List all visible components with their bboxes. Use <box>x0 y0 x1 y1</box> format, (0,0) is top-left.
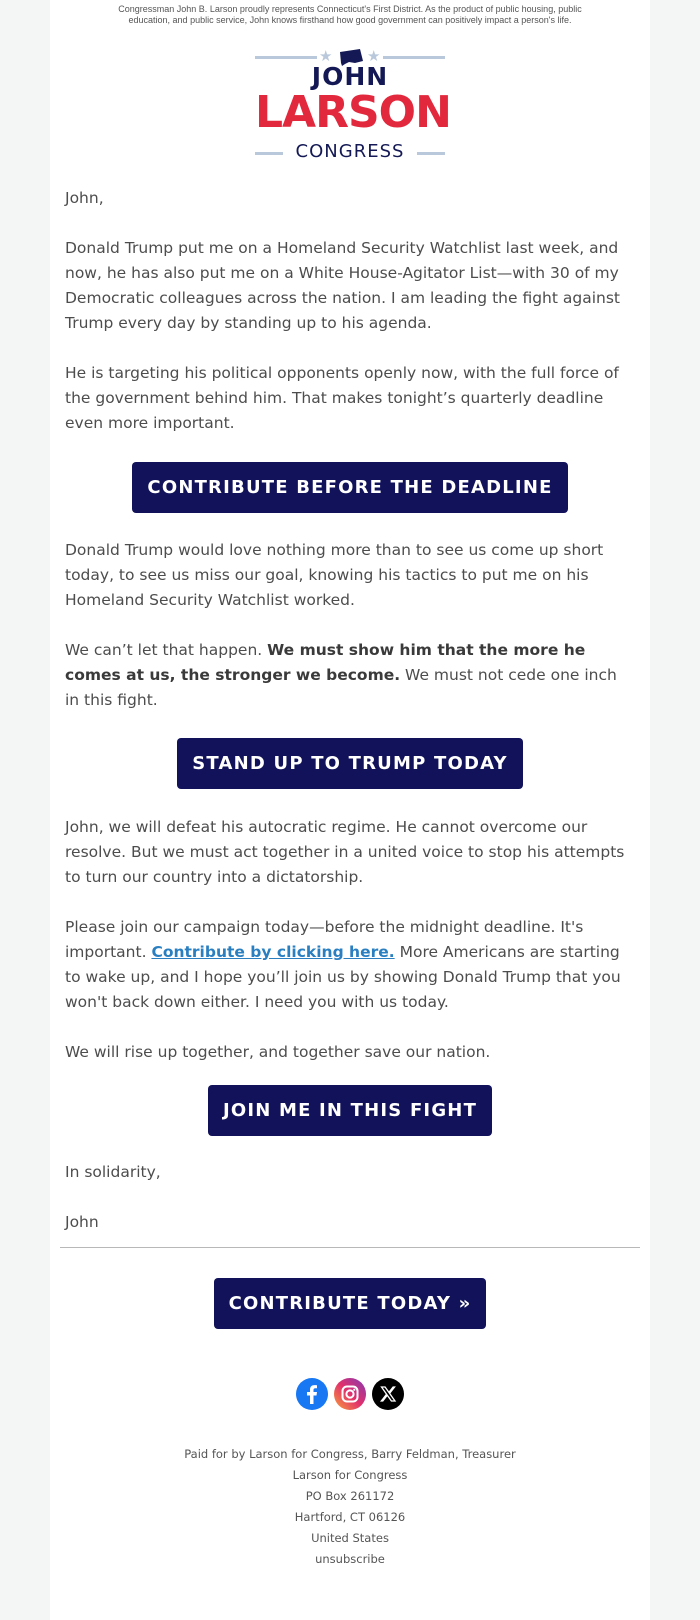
paragraph: Donald Trump would love nothing more than to see us come up short today, to see us miss our goal, knowing his tactics to put me on his Homeland Security Watchlist worked. <box>65 541 604 609</box>
paragraph-text: We can’t let that happen. <box>65 641 268 659</box>
social-links <box>50 1378 650 1410</box>
paragraph: He is targeting his political opponents openly now, with the full force of the government behind him. That makes tonight’s quarterly deadline even more important. <box>65 364 619 432</box>
email-container <box>50 0 650 1620</box>
paragraph-text: We must not cede one inch in this fight. <box>65 666 617 709</box>
paragraph-text: More Americans are starting to wake up, and I hope you’ll join us by showing Donald Trump that you won't back down either. I need you with us today. <box>65 943 621 1011</box>
logo-congress: CONGRESS <box>295 141 405 162</box>
star-icon: ★ <box>319 48 333 65</box>
join-fight-button[interactable]: JOIN ME IN THIS FIGHT <box>208 1085 492 1136</box>
footer-org: Larson for Congress <box>292 1468 408 1482</box>
x-icon[interactable] <box>372 1378 404 1410</box>
footer-paid-for: Paid for by Larson for Congress, Barry Feldman, Treasurer <box>184 1447 516 1461</box>
stand-up-button[interactable]: STAND UP TO TRUMP TODAY <box>177 738 522 789</box>
email-body <box>50 186 650 1235</box>
instagram-icon[interactable] <box>334 1378 366 1410</box>
signature: John <box>65 1213 99 1231</box>
facebook-icon[interactable] <box>296 1378 328 1410</box>
logo-rule-bottom-left <box>255 152 283 155</box>
footer-city: Hartford, CT 06126 <box>294 1510 406 1524</box>
logo-rule-right <box>383 56 445 59</box>
footer-po-box: PO Box 261172 <box>305 1489 395 1503</box>
logo-last-name: LARSON <box>255 87 451 138</box>
campaign-logo <box>255 48 451 164</box>
footer-country: United States <box>311 1531 389 1545</box>
closing: In solidarity, <box>65 1163 161 1181</box>
paragraph: We will rise up together, and together save our nation. <box>65 1043 491 1061</box>
star-icon: ★ <box>367 48 381 65</box>
logo-rule-bottom-right <box>417 152 445 155</box>
contribute-link[interactable]: Contribute by clicking here. <box>151 943 395 961</box>
paragraph: Donald Trump put me on a Homeland Security Watchlist last week, and now, he has also put me on a White House-Agitator List—with 30 of my Democratic colleagues across the nation. I am leading the fight against Trump every day by standing up to his agenda. <box>65 239 620 332</box>
unsubscribe-link[interactable]: unsubscribe <box>315 1552 385 1566</box>
paragraph <box>65 915 635 1015</box>
contribute-deadline-button[interactable]: CONTRIBUTE BEFORE THE DEADLINE <box>132 462 567 513</box>
greeting: John, <box>65 189 104 207</box>
preheader-text: Congressman John B. Larson proudly represents Connecticut's First District. As the product of public housing, public education, and public service, John knows firsthand how good government can positively impact a person's life. <box>118 4 582 25</box>
footer <box>50 1444 650 1570</box>
paragraph: John, we will defeat his autocratic regime. He cannot overcome our resolve. But we must act together in a united voice to stop his attempts to turn our country into a dictatorship. <box>65 818 625 886</box>
paragraph-bold-text: We must show him that the more he comes at us, the stronger we become. <box>65 641 586 684</box>
divider <box>60 1247 640 1248</box>
logo-first-name: JOHN <box>311 62 389 91</box>
paragraph <box>65 638 635 713</box>
contribute-today-button[interactable]: CONTRIBUTE TODAY » <box>214 1278 487 1329</box>
logo-rule-left <box>255 56 317 59</box>
paragraph-text: Please join our campaign today—before the midnight deadline. It's important. <box>65 918 584 961</box>
